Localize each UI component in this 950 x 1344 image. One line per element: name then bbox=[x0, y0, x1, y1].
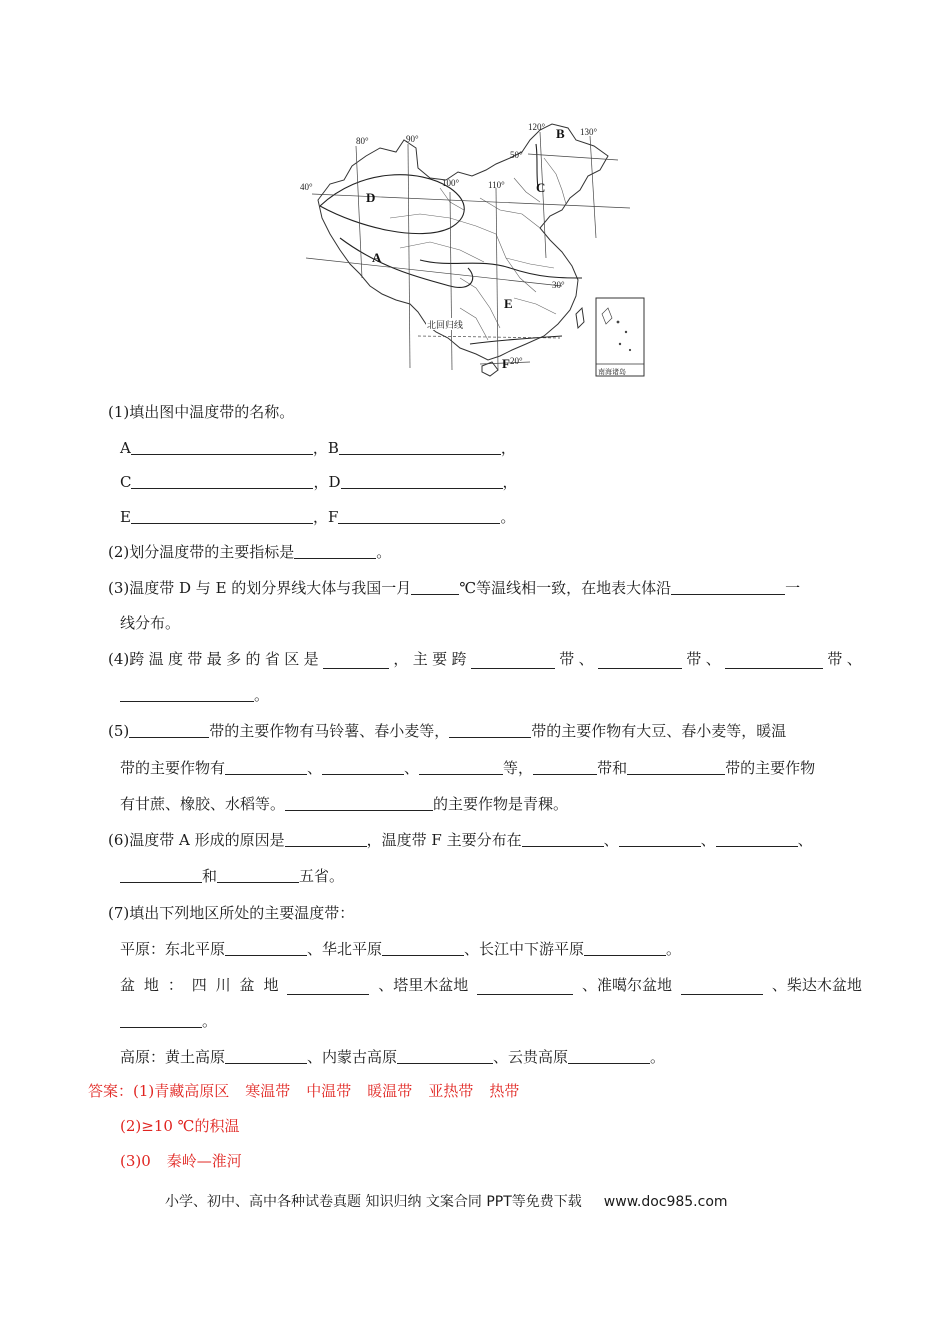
answer-1-c: 中温带 bbox=[306, 1082, 352, 1100]
q6-sep: 、 bbox=[700, 831, 716, 849]
q6-line-2 bbox=[120, 866, 344, 886]
q7-text: 平原：东北平原 bbox=[120, 940, 226, 958]
q4-dai: 带 bbox=[559, 650, 575, 668]
q4-blank-province[interactable] bbox=[323, 654, 389, 669]
q6-text: (6)温度带 A 形成的原因是 bbox=[108, 831, 285, 849]
answer-1-f: 热带 bbox=[489, 1082, 520, 1100]
q5-blank-7[interactable] bbox=[627, 760, 725, 775]
q1-label-d: D bbox=[328, 473, 341, 491]
q7-blank-plain-3[interactable] bbox=[584, 941, 666, 956]
q5-line-1 bbox=[108, 721, 786, 741]
q1-comma: ， bbox=[500, 439, 516, 457]
q4-sep: 、 bbox=[846, 650, 862, 668]
lon-label-130: 130° bbox=[580, 127, 598, 137]
lon-label-110: 110° bbox=[488, 180, 505, 190]
q7-blank-basin-2[interactable] bbox=[477, 980, 573, 995]
lon-label-80: 80° bbox=[356, 136, 369, 146]
q3-text-c: 一 bbox=[785, 579, 801, 597]
zone-letter-d: D bbox=[366, 190, 376, 205]
zone-letter-e: E bbox=[504, 296, 513, 311]
q4-char: 要 bbox=[432, 650, 448, 668]
q7-text: 、云贵高原 bbox=[493, 1048, 569, 1066]
q7-char: 盆 bbox=[239, 976, 255, 994]
q5-text: 带的主要作物有马铃薯、春小麦等， bbox=[209, 722, 450, 740]
zone-letter-b: B bbox=[556, 126, 565, 141]
q1-comma: ， bbox=[313, 473, 329, 491]
tropic-label: 北回归线 bbox=[427, 321, 464, 331]
q4-blank-zone-2[interactable] bbox=[598, 654, 682, 669]
q1-label-f: F bbox=[327, 508, 339, 526]
answer-3-a: (3)0 bbox=[120, 1152, 151, 1170]
q7-blank-basin-1[interactable] bbox=[287, 980, 369, 995]
q3-text-a: (3)温度带 D 与 E 的划分界线大体与我国一月 bbox=[108, 579, 412, 597]
q7-plain-line bbox=[120, 939, 681, 959]
q4-blank-zone-4[interactable] bbox=[120, 687, 254, 702]
q6-blank-prov-3[interactable] bbox=[716, 832, 798, 847]
q4-line-1 bbox=[108, 649, 862, 669]
q2-end: 。 bbox=[376, 543, 392, 561]
q1-comma: ， bbox=[312, 439, 328, 457]
q5-blank-3[interactable] bbox=[225, 760, 307, 775]
q4-char: 带 bbox=[187, 650, 203, 668]
answer-line-1 bbox=[88, 1081, 519, 1101]
q5-text: 的主要作物是青稞。 bbox=[433, 795, 569, 813]
q1-end: 。 bbox=[500, 508, 516, 526]
q3-line-1 bbox=[108, 578, 800, 598]
answer-line-3 bbox=[120, 1151, 242, 1171]
q4-char: 最 bbox=[206, 650, 222, 668]
q1-row-ab bbox=[120, 438, 516, 458]
q5-text: 带的主要作物有大豆、春小麦等，暖温 bbox=[531, 722, 787, 740]
q5-text: 有甘蔗、橡胶、水稻等。 bbox=[120, 795, 286, 813]
lon-label-90: 90° bbox=[406, 134, 419, 144]
q3-blank-2[interactable] bbox=[671, 580, 785, 595]
q7-text: 、内蒙古高原 bbox=[307, 1048, 398, 1066]
q7-blank-plateau-3[interactable] bbox=[568, 1049, 650, 1064]
q7-prompt: (7)填出下列地区所处的主要温度带： bbox=[108, 904, 355, 922]
q7-text: 、准噶尔盆地 bbox=[582, 976, 673, 994]
q7-end: 。 bbox=[202, 1012, 218, 1030]
q7-text: 、塔里木盆地 bbox=[378, 976, 469, 994]
lat-label-30: 30° bbox=[552, 280, 565, 290]
answer-label: 答案： bbox=[88, 1082, 134, 1100]
q7-char: 地 bbox=[143, 976, 159, 994]
q4-char: 多 bbox=[226, 650, 242, 668]
q4-char: 省 bbox=[264, 650, 280, 668]
south-china-sea-inset bbox=[596, 298, 644, 376]
answer-line-2: (2)≥10 ℃的积温 bbox=[120, 1117, 240, 1135]
q1-label-a: A bbox=[120, 439, 131, 457]
q7-text: 、华北平原 bbox=[307, 940, 383, 958]
lat-label-50: 50° bbox=[510, 150, 523, 160]
footer-text: 小学、初中、高中各种试卷真题 知识归纳 文案合同 PPT等免费下载 bbox=[165, 1194, 582, 1210]
q5-sep: 、 bbox=[404, 759, 420, 777]
q4-char: 温 bbox=[148, 650, 164, 668]
inset-label: 南海诸岛 bbox=[598, 368, 626, 376]
q4-char: 跨 bbox=[451, 650, 467, 668]
q5-num: (5) bbox=[108, 722, 130, 740]
q7-blank-plain-1[interactable] bbox=[225, 941, 307, 956]
q5-blank-2[interactable] bbox=[449, 723, 531, 738]
q1-blank-b[interactable] bbox=[339, 440, 501, 455]
q7-char: 川 bbox=[215, 976, 231, 994]
q5-blank-8[interactable] bbox=[285, 796, 433, 811]
q7-text: 、柴达木盆地 bbox=[771, 976, 862, 994]
q5-line-2 bbox=[120, 758, 815, 778]
q1-row-cd bbox=[120, 472, 518, 492]
q7-blank-basin-3[interactable] bbox=[681, 980, 763, 995]
q5-text: 带和 bbox=[597, 759, 628, 777]
q6-text: ，温度带 F 主要分布在 bbox=[366, 831, 522, 849]
footer-site-link[interactable]: www.doc985.com bbox=[603, 1194, 728, 1210]
q5-blank-1[interactable] bbox=[129, 723, 209, 738]
q4-comma: ， bbox=[393, 650, 409, 668]
q7-end: 。 bbox=[650, 1048, 666, 1066]
q7-text: 、长江中下游平原 bbox=[464, 940, 585, 958]
q7-char: ： bbox=[167, 976, 183, 994]
q6-sep: 、 bbox=[603, 831, 619, 849]
answer-1-b: 寒温带 bbox=[245, 1082, 291, 1100]
q1-blank-f[interactable] bbox=[338, 509, 500, 524]
q4-char: 是 bbox=[303, 650, 319, 668]
q1-comma: ， bbox=[312, 508, 328, 526]
q4-dai: 带 bbox=[827, 650, 843, 668]
answer-1-d: 暖温带 bbox=[367, 1082, 413, 1100]
q1-prompt: (1)填出图中温度带的名称。 bbox=[108, 403, 295, 421]
q6-line-1 bbox=[108, 830, 813, 850]
q7-blank-plateau-2[interactable] bbox=[397, 1049, 493, 1064]
q5-blank-6[interactable] bbox=[533, 760, 597, 775]
q4-char: 主 bbox=[412, 650, 428, 668]
q6-and: 和 bbox=[202, 867, 218, 885]
q7-plateau-line bbox=[120, 1047, 665, 1067]
q4-blank-zone-1[interactable] bbox=[471, 654, 555, 669]
q7-blank-basin-4[interactable] bbox=[120, 1013, 202, 1028]
q4-char: (4)跨 bbox=[108, 650, 145, 668]
q2-line bbox=[108, 542, 391, 562]
q5-blank-5[interactable] bbox=[419, 760, 503, 775]
q4-end: 。 bbox=[254, 686, 270, 704]
q4-char: 的 bbox=[245, 650, 261, 668]
q7-blank-plateau-1[interactable] bbox=[225, 1049, 307, 1064]
q6-blank-prov-4[interactable] bbox=[120, 868, 202, 883]
lat-label-20: 20° bbox=[510, 356, 523, 366]
q7-char: 地 bbox=[263, 976, 279, 994]
q4-char: 度 bbox=[167, 650, 183, 668]
q4-line-2 bbox=[120, 685, 269, 705]
q1-blank-d[interactable] bbox=[341, 474, 503, 489]
q1-blank-a[interactable] bbox=[131, 440, 313, 455]
q5-sep: 、 bbox=[307, 759, 323, 777]
q6-blank-reason[interactable] bbox=[285, 832, 367, 847]
q6-sep: 、 bbox=[797, 831, 813, 849]
q6-blank-prov-2[interactable] bbox=[619, 832, 701, 847]
q1-label-c: C bbox=[120, 473, 132, 491]
q4-dai: 带 bbox=[686, 650, 702, 668]
q5-text: 等， bbox=[503, 759, 534, 777]
q7-char: 盆 bbox=[120, 976, 136, 994]
q2-blank[interactable] bbox=[294, 544, 376, 559]
q7-text: 高原：黄土高原 bbox=[120, 1048, 226, 1066]
q1-blank-c[interactable] bbox=[131, 474, 313, 489]
q6-end: 五省。 bbox=[299, 867, 345, 885]
answer-1-a: (1)青藏高原区 bbox=[133, 1082, 230, 1100]
q3-blank-1[interactable] bbox=[411, 580, 459, 595]
q5-line-3 bbox=[120, 794, 568, 814]
q5-text: 带的主要作物 bbox=[725, 759, 816, 777]
q7-end: 。 bbox=[666, 940, 682, 958]
footer bbox=[165, 1192, 728, 1212]
china-temperature-zone-map bbox=[300, 118, 650, 380]
q1-comma: ， bbox=[502, 473, 518, 491]
q1-label-b: B bbox=[327, 439, 339, 457]
q7-char: 四 bbox=[191, 976, 207, 994]
zone-letter-a: A bbox=[372, 250, 382, 265]
q7-blank-plain-2[interactable] bbox=[382, 941, 464, 956]
q6-blank-prov-5[interactable] bbox=[217, 868, 299, 883]
q5-blank-4[interactable] bbox=[322, 760, 404, 775]
answer-1-e: 亚热带 bbox=[428, 1082, 474, 1100]
zone-letter-c: C bbox=[536, 180, 546, 195]
q5-text: 带的主要作物有 bbox=[120, 759, 226, 777]
zone-letter-f: F bbox=[502, 356, 510, 371]
q6-blank-prov-1[interactable] bbox=[522, 832, 604, 847]
q4-sep: 、 bbox=[705, 650, 721, 668]
q3-text-b: ℃等温线相一致，在地表大体沿 bbox=[459, 579, 672, 597]
lat-label-40: 40° bbox=[300, 182, 313, 192]
q4-blank-zone-3[interactable] bbox=[725, 654, 823, 669]
lon-label-120: 120° bbox=[528, 122, 546, 132]
q7-basin-line-2 bbox=[120, 1011, 217, 1031]
q7-basin-line-1 bbox=[120, 975, 862, 995]
answer-3-b: 秦岭—淮河 bbox=[166, 1152, 242, 1170]
q1-row-ef bbox=[120, 507, 515, 527]
q1-blank-e[interactable] bbox=[131, 509, 313, 524]
q2-prompt: (2)划分温度带的主要指标是 bbox=[108, 543, 295, 561]
lon-label-100: 100° bbox=[442, 178, 460, 188]
q3-line-2: 线分布。 bbox=[120, 614, 181, 632]
q4-char: 区 bbox=[284, 650, 300, 668]
q1-label-e: E bbox=[120, 508, 131, 526]
q4-sep: 、 bbox=[578, 650, 594, 668]
